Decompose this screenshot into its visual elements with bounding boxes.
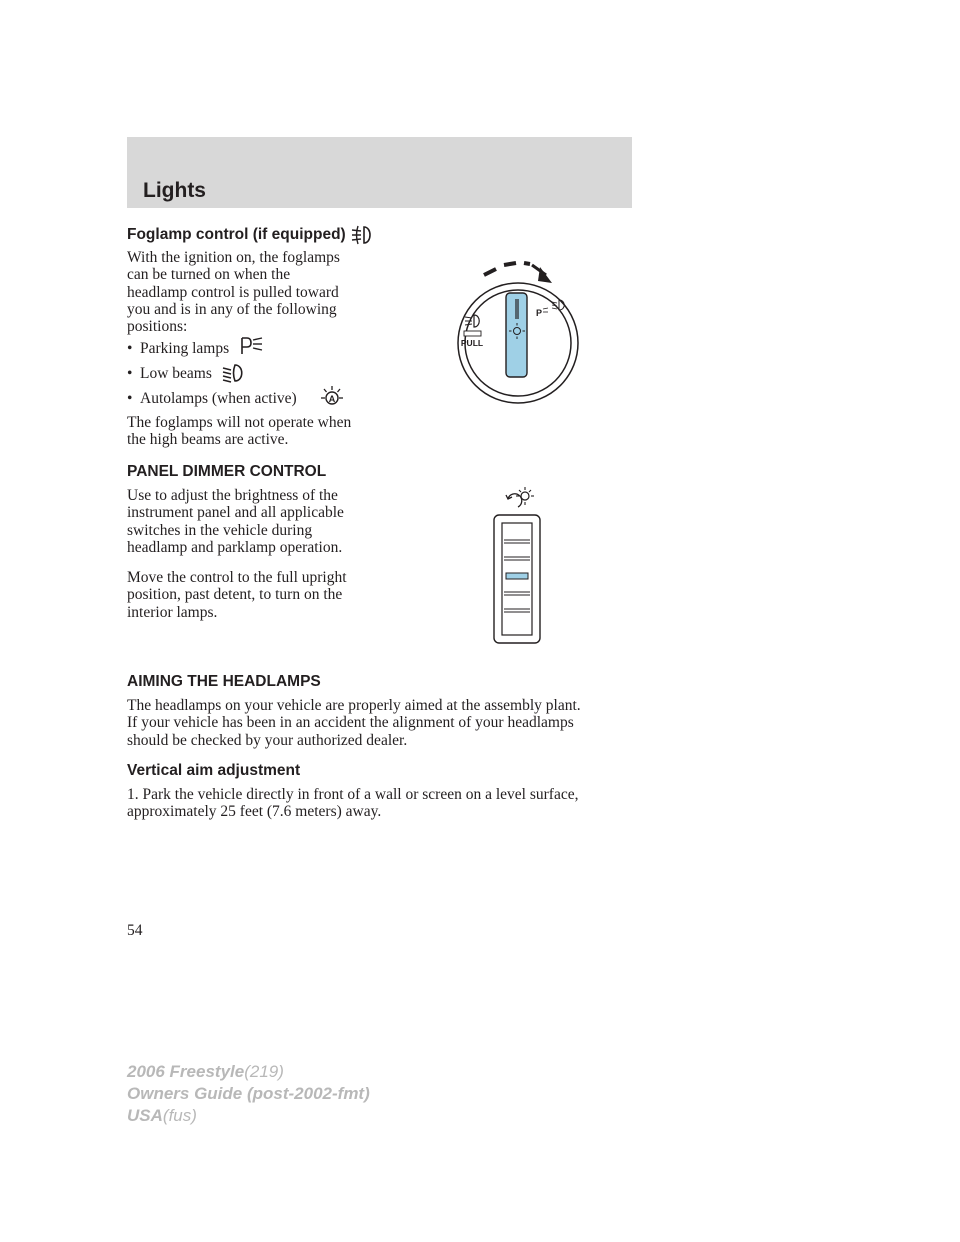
footer-market bbox=[127, 1106, 197, 1126]
foglamp-icon bbox=[350, 224, 376, 246]
footer-market-name: USA bbox=[127, 1106, 163, 1125]
text-line: Move the control to the full upright bbox=[127, 569, 347, 586]
aiming-heading: AIMING THE HEADLAMPS bbox=[127, 673, 321, 690]
text-line: approximately 25 feet (7.6 meters) away. bbox=[127, 803, 382, 821]
foglamp-heading: Foglamp control (if equipped) bbox=[127, 226, 346, 243]
footer-model-code: (219) bbox=[244, 1062, 284, 1081]
bullet-text: Parking lamps bbox=[140, 340, 230, 357]
parking-lamps-icon bbox=[240, 336, 264, 356]
foglamp-note bbox=[127, 414, 351, 449]
footer-model bbox=[127, 1062, 284, 1082]
foglamp-intro bbox=[127, 249, 340, 335]
autolamps-icon bbox=[320, 385, 344, 409]
panel-dimmer-heading: PANEL DIMMER CONTROL bbox=[127, 463, 327, 480]
text-line: interior lamps. bbox=[127, 603, 218, 621]
text-line: The foglamps will not operate when bbox=[127, 414, 352, 431]
text-line: you and is in any of the following bbox=[127, 300, 337, 318]
text-line: 1. Park the vehicle directly in front of a wall or screen on a level surface, bbox=[127, 786, 579, 803]
text-line: headlamp and parklamp operation. bbox=[127, 538, 343, 556]
dial-pull-label: PULL bbox=[460, 338, 484, 348]
aiming-para bbox=[127, 697, 581, 749]
text-line: instrument panel and all applicable bbox=[127, 504, 344, 522]
footer-model-name: 2006 Freestyle bbox=[127, 1062, 245, 1081]
headlamp-dial-illustration bbox=[440, 245, 600, 410]
text-line: should be checked by your authorized dealer. bbox=[127, 731, 408, 749]
page-number: 54 bbox=[127, 922, 143, 939]
text-line: headlamp control is pulled toward bbox=[127, 283, 339, 301]
bullet-dot: • bbox=[127, 365, 133, 382]
text-line: position, past detent, to turn on the bbox=[127, 586, 343, 604]
text-line: the high beams are active. bbox=[127, 431, 289, 449]
bullet-dot: • bbox=[127, 340, 133, 357]
bullet-dot: • bbox=[127, 390, 133, 407]
text-line: switches in the vehicle during bbox=[127, 521, 313, 539]
bullet-text: Low beams bbox=[140, 365, 212, 382]
bullet-low-beams bbox=[127, 365, 212, 383]
text-line: can be turned on when the bbox=[127, 266, 291, 284]
dial-parking-label: P bbox=[536, 308, 543, 318]
text-line: If your vehicle has been in an accident the alignment of your headlamps bbox=[127, 714, 574, 732]
svg-text:A: A bbox=[328, 394, 336, 404]
section-title: Lights bbox=[143, 179, 206, 202]
text-line: Use to adjust the brightness of the bbox=[127, 487, 338, 504]
low-beams-icon bbox=[220, 362, 248, 384]
bullet-autolamps bbox=[127, 390, 297, 408]
footer-guide-name: Owners Guide (post-2002-fmt) bbox=[127, 1084, 370, 1103]
vertical-aim-para bbox=[127, 786, 578, 821]
bullet-text: Autolamps (when active) bbox=[140, 390, 297, 407]
panel-dimmer-para1 bbox=[127, 487, 344, 556]
footer-guide bbox=[127, 1084, 370, 1104]
vertical-aim-heading: Vertical aim adjustment bbox=[127, 762, 301, 779]
panel-dimmer-illustration bbox=[490, 485, 550, 645]
panel-dimmer-para2 bbox=[127, 569, 347, 621]
text-line: positions: bbox=[127, 318, 188, 336]
footer-market-code: (fus) bbox=[162, 1106, 197, 1125]
bullet-parking-lamps bbox=[127, 340, 229, 358]
text-line: With the ignition on, the foglamps bbox=[127, 249, 340, 266]
text-line: The headlamps on your vehicle are properly aimed at the assembly plant. bbox=[127, 697, 581, 714]
section-header bbox=[127, 137, 632, 208]
